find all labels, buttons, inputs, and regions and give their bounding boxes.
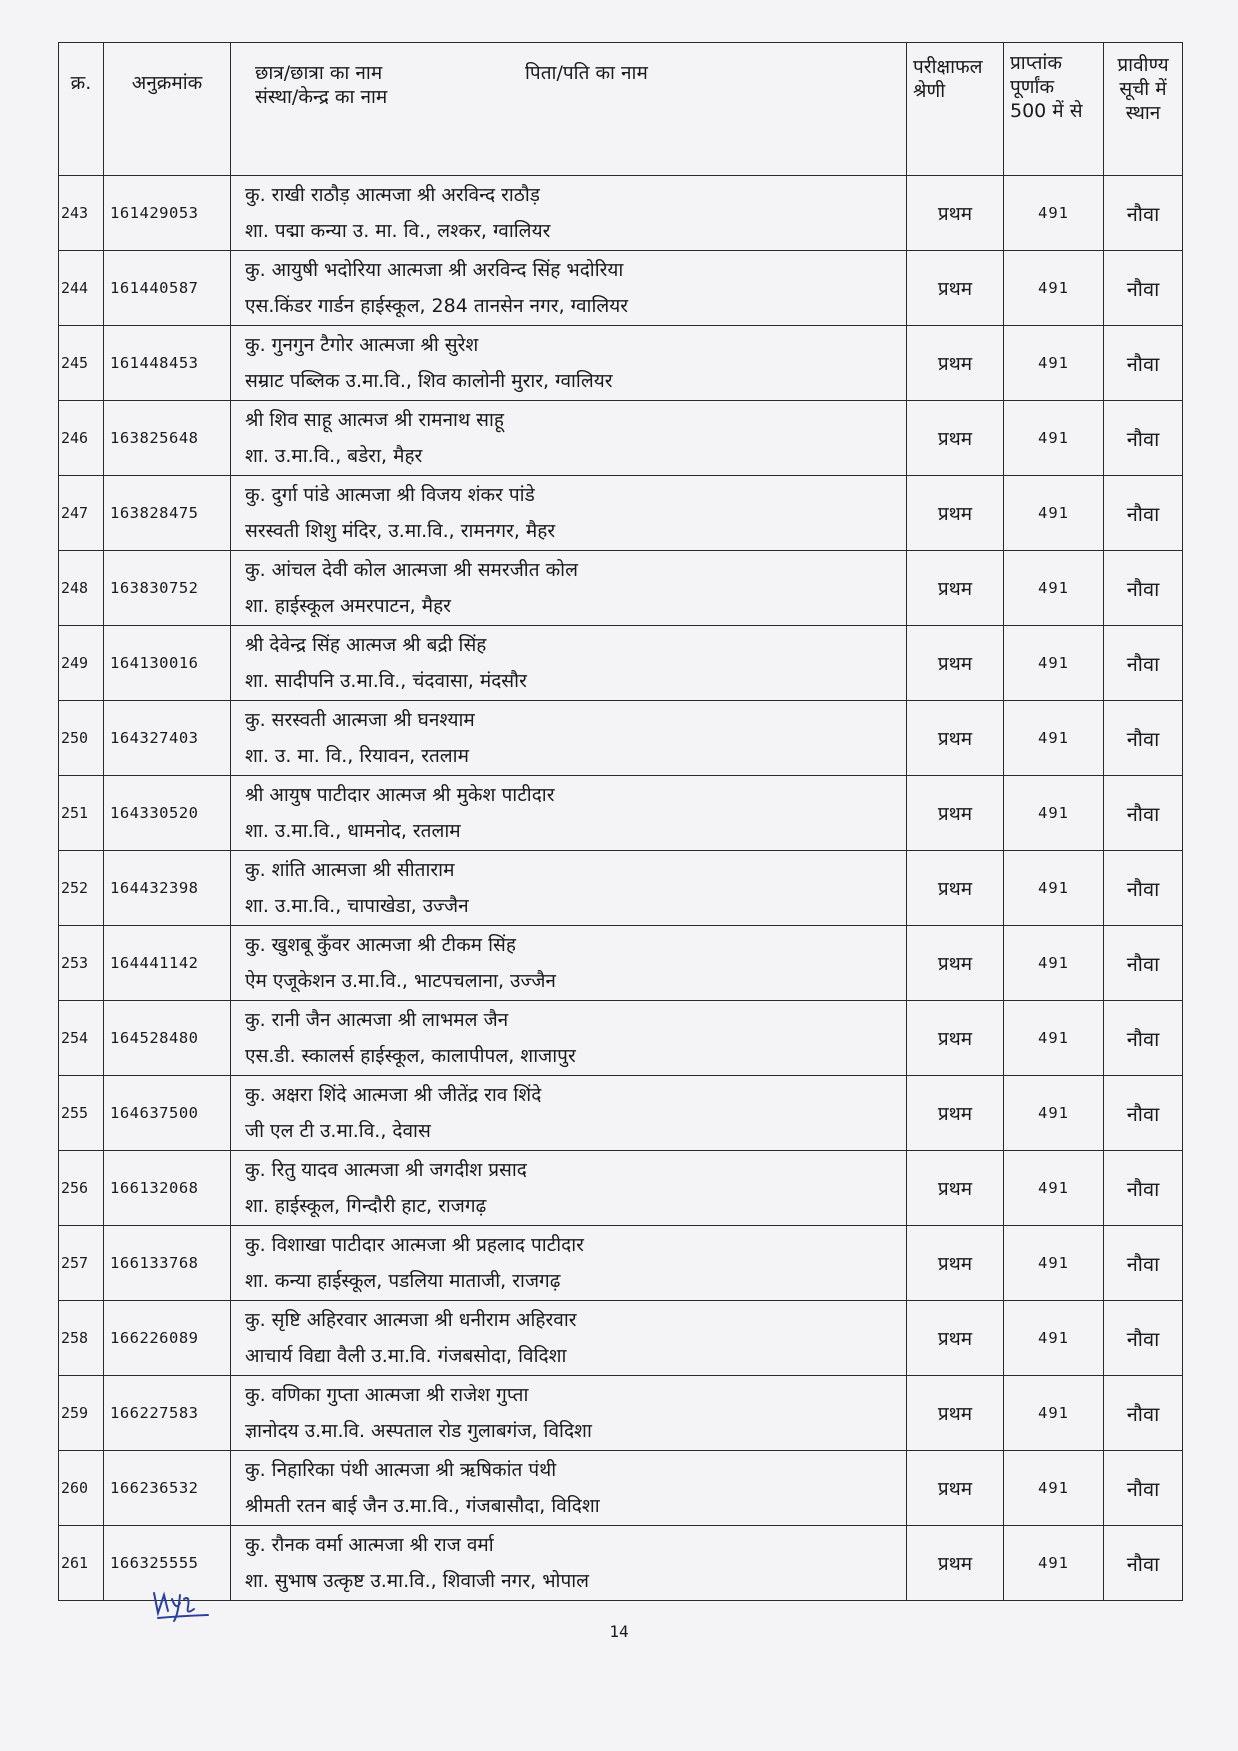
roll-number: 164637500 (104, 1076, 231, 1151)
table-row (59, 1376, 1183, 1451)
serial-number: 244 (59, 251, 104, 326)
marks: 491 (1004, 1301, 1104, 1376)
marks: 491 (1004, 1526, 1104, 1601)
student-details (231, 626, 907, 701)
student-name: कु. विशाखा पाटीदार आत्मजा श्री प्रहलाद पाटीदार (245, 1234, 584, 1256)
merit-rank: नौवा (1104, 401, 1183, 476)
merit-rank: नौवा (1104, 251, 1183, 326)
student-details (231, 1076, 907, 1151)
student-name: कु. रानी जैन आत्मजा श्री लाभमल जैन (245, 1009, 509, 1031)
division: प्रथम (907, 1001, 1004, 1076)
roll-number: 164528480 (104, 1001, 231, 1076)
school-name: सम्राट पब्लिक उ.मा.वि., शिव कालोनी मुरार, ग्वालियर (245, 370, 613, 392)
table-row (59, 851, 1183, 926)
header-father-name: पिता/पति का नाम (525, 62, 648, 84)
student-name: कु. गुनगुन टैगोर आत्मजा श्री सुरेश (245, 334, 479, 356)
marks: 491 (1004, 626, 1104, 701)
merit-list-table (58, 42, 1183, 1601)
serial-number: 256 (59, 1151, 104, 1226)
header-name (231, 43, 907, 176)
roll-number: 166132068 (104, 1151, 231, 1226)
student-details (231, 1301, 907, 1376)
merit-rank: नौवा (1104, 926, 1183, 1001)
roll-number: 166226089 (104, 1301, 231, 1376)
school-name: शा. हाईस्कूल, गिन्दौरी हाट, राजगढ़ (245, 1195, 487, 1217)
division: प्रथम (907, 176, 1004, 251)
table-row (59, 1451, 1183, 1526)
student-name: कु. खुशबू कुँवर आत्मजा श्री टीकम सिंह (245, 934, 516, 956)
student-name: कु. दुर्गा पांडे आत्मजा श्री विजय शंकर पांडे (245, 484, 535, 506)
serial-number: 259 (59, 1376, 104, 1451)
school-name: सरस्वती शिशु मंदिर, उ.मा.वि., रामनगर, मैहर (245, 520, 556, 542)
roll-number: 164327403 (104, 701, 231, 776)
marks: 491 (1004, 551, 1104, 626)
roll-number: 161440587 (104, 251, 231, 326)
merit-rank: नौवा (1104, 1376, 1183, 1451)
student-details (231, 476, 907, 551)
page-number: 14 (609, 1622, 629, 1641)
school-name: ऐम एजूकेशन उ.मा.वि., भाटपचलाना, उज्जैन (245, 970, 556, 992)
marks: 491 (1004, 926, 1104, 1001)
division: प्रथम (907, 1526, 1004, 1601)
roll-number: 163828475 (104, 476, 231, 551)
table-row (59, 1151, 1183, 1226)
serial-number: 254 (59, 1001, 104, 1076)
division: प्रथम (907, 551, 1004, 626)
merit-rank: नौवा (1104, 476, 1183, 551)
student-details (231, 851, 907, 926)
student-details (231, 551, 907, 626)
roll-number: 166325555 (104, 1526, 231, 1601)
student-name: श्री देवेन्द्र सिंह आत्मज श्री बद्री सिंह (245, 634, 487, 656)
header-rank: प्रावीण्य सूची में स्थान (1104, 43, 1183, 176)
table-row (59, 551, 1183, 626)
student-details (231, 1376, 907, 1451)
roll-number: 163830752 (104, 551, 231, 626)
table-row (59, 1226, 1183, 1301)
school-name: एस.किंडर गार्डन हाईस्कूल, 284 तानसेन नगर, ग्वालियर (245, 295, 629, 317)
division: प्रथम (907, 701, 1004, 776)
header-roll-number: अनुक्रमांक (104, 43, 231, 176)
marks: 491 (1004, 851, 1104, 926)
serial-number: 253 (59, 926, 104, 1001)
student-details (231, 1526, 907, 1601)
student-name: श्री शिव साहू आत्मज श्री रामनाथ साहू (245, 409, 504, 431)
table-row (59, 1001, 1183, 1076)
serial-number: 252 (59, 851, 104, 926)
student-name: कु. अक्षरा शिंदे आत्मजा श्री जीतेंद्र राव शिंदे (245, 1084, 542, 1106)
roll-number: 164441142 (104, 926, 231, 1001)
serial-number: 249 (59, 626, 104, 701)
school-name: शा. उ.मा.वि., बडेरा, मैहर (245, 445, 423, 467)
merit-rank: नौवा (1104, 1526, 1183, 1601)
merit-rank: नौवा (1104, 626, 1183, 701)
merit-list-sheet (58, 42, 1182, 1601)
student-name: कु. सृष्टि अहिरवार आत्मजा श्री धनीराम अहिरवार (245, 1309, 577, 1331)
school-name: शा. कन्या हाईस्कूल, पडलिया माताजी, राजगढ़ (245, 1270, 561, 1292)
student-name: कु. रौनक वर्मा आत्मजा श्री राज वर्मा (245, 1534, 494, 1556)
student-details (231, 1451, 907, 1526)
table-header (59, 43, 1183, 176)
division: प्रथम (907, 1451, 1004, 1526)
merit-rank: नौवा (1104, 176, 1183, 251)
roll-number: 166133768 (104, 1226, 231, 1301)
division: प्रथम (907, 926, 1004, 1001)
header-institution: संस्था/केन्द्र का नाम (255, 86, 388, 108)
marks: 491 (1004, 251, 1104, 326)
school-name: शा. पद्मा कन्या उ. मा. वि., लश्कर, ग्वालियर (245, 220, 551, 242)
serial-number: 245 (59, 326, 104, 401)
marks: 491 (1004, 1376, 1104, 1451)
school-name: ज्ञानोदय उ.मा.वि. अस्पताल रोड गुलाबगंज, विदिशा (245, 1420, 592, 1442)
division: प्रथम (907, 1226, 1004, 1301)
student-name: कु. आंचल देवी कोल आत्मजा श्री समरजीत कोल (245, 559, 578, 581)
student-name: कु. आयुषी भदोरिया आत्मजा श्री अरविन्द सिंह भदोरिया (245, 259, 624, 281)
division: प्रथम (907, 1376, 1004, 1451)
marks: 491 (1004, 176, 1104, 251)
merit-rank: नौवा (1104, 851, 1183, 926)
school-name: शा. उ.मा.वि., चापाखेडा, उज्जैन (245, 895, 469, 917)
serial-number: 260 (59, 1451, 104, 1526)
school-name: एस.डी. स्कालर्स हाईस्कूल, कालापीपल, शाजापुर (245, 1045, 576, 1067)
roll-number: 166227583 (104, 1376, 231, 1451)
student-details (231, 176, 907, 251)
table-row (59, 251, 1183, 326)
serial-number: 247 (59, 476, 104, 551)
roll-number: 161429053 (104, 176, 231, 251)
merit-rank: नौवा (1104, 776, 1183, 851)
serial-number: 250 (59, 701, 104, 776)
student-details (231, 401, 907, 476)
serial-number: 255 (59, 1076, 104, 1151)
division: प्रथम (907, 251, 1004, 326)
student-details (231, 701, 907, 776)
marks: 491 (1004, 701, 1104, 776)
marks: 491 (1004, 776, 1104, 851)
handwritten-initials (150, 1585, 230, 1625)
student-details (231, 251, 907, 326)
school-name: श्रीमती रतन बाई जैन उ.मा.वि., गंजबासौदा, विदिशा (245, 1495, 600, 1517)
table-row (59, 626, 1183, 701)
header-marks: प्राप्तांक पूर्णांक 500 में से (1004, 43, 1104, 176)
merit-rank: नौवा (1104, 1451, 1183, 1526)
division: प्रथम (907, 1151, 1004, 1226)
merit-rank: नौवा (1104, 701, 1183, 776)
merit-rank: नौवा (1104, 1301, 1183, 1376)
school-name: जी एल टी उ.मा.वि., देवास (245, 1120, 431, 1142)
serial-number: 257 (59, 1226, 104, 1301)
division: प्रथम (907, 1301, 1004, 1376)
marks: 491 (1004, 1076, 1104, 1151)
student-name: कु. सरस्वती आत्मजा श्री घनश्याम (245, 709, 475, 731)
student-name: कु. निहारिका पंथी आत्मजा श्री ऋषिकांत पंथी (245, 1459, 557, 1481)
roll-number: 161448453 (104, 326, 231, 401)
school-name: आचार्य विद्या वैली उ.मा.वि. गंजबसोदा, विदिशा (245, 1345, 567, 1367)
student-name: श्री आयुष पाटीदार आत्मज श्री मुकेश पाटीदार (245, 784, 555, 806)
division: प्रथम (907, 401, 1004, 476)
merit-rank: नौवा (1104, 1151, 1183, 1226)
school-name: शा. हाईस्कूल अमरपाटन, मैहर (245, 595, 451, 617)
header-division: परीक्षाफल श्रेणी (907, 43, 1004, 176)
school-name: शा. उ.मा.वि., धामनोद, रतलाम (245, 820, 461, 842)
marks: 491 (1004, 326, 1104, 401)
student-name: कु. शांति आत्मजा श्री सीताराम (245, 859, 455, 881)
serial-number: 258 (59, 1301, 104, 1376)
merit-rank: नौवा (1104, 1226, 1183, 1301)
serial-number: 251 (59, 776, 104, 851)
division: प्रथम (907, 476, 1004, 551)
school-name: शा. सादीपनि उ.मा.वि., चंदवासा, मंदसौर (245, 670, 527, 692)
division: प्रथम (907, 776, 1004, 851)
roll-number: 166236532 (104, 1451, 231, 1526)
student-name: कु. राखी राठौड़ आत्मजा श्री अरविन्द राठौड़ (245, 184, 540, 206)
division: प्रथम (907, 851, 1004, 926)
division: प्रथम (907, 326, 1004, 401)
serial-number: 261 (59, 1526, 104, 1601)
table-row (59, 476, 1183, 551)
merit-rank: नौवा (1104, 326, 1183, 401)
table-row (59, 1301, 1183, 1376)
student-details (231, 326, 907, 401)
roll-number: 164432398 (104, 851, 231, 926)
marks: 491 (1004, 476, 1104, 551)
student-details (231, 1151, 907, 1226)
merit-rank: नौवा (1104, 1076, 1183, 1151)
merit-rank: नौवा (1104, 1001, 1183, 1076)
marks: 491 (1004, 1226, 1104, 1301)
serial-number: 246 (59, 401, 104, 476)
marks: 491 (1004, 1451, 1104, 1526)
school-name: शा. उ. मा. वि., रियावन, रतलाम (245, 745, 469, 767)
table-row (59, 176, 1183, 251)
serial-number: 243 (59, 176, 104, 251)
serial-number: 248 (59, 551, 104, 626)
student-details (231, 926, 907, 1001)
student-name: कु. वणिका गुप्ता आत्मजा श्री राजेश गुप्ता (245, 1384, 529, 1406)
table-row (59, 401, 1183, 476)
table-row (59, 326, 1183, 401)
division: प्रथम (907, 1076, 1004, 1151)
student-name: कु. रितु यादव आत्मजा श्री जगदीश प्रसाद (245, 1159, 527, 1181)
table-body (59, 176, 1183, 1601)
table-row (59, 776, 1183, 851)
marks: 491 (1004, 1151, 1104, 1226)
student-details (231, 1226, 907, 1301)
roll-number: 164330520 (104, 776, 231, 851)
table-row (59, 701, 1183, 776)
table-row (59, 1076, 1183, 1151)
header-serial: क्र. (59, 43, 104, 176)
marks: 491 (1004, 1001, 1104, 1076)
student-details (231, 776, 907, 851)
roll-number: 163825648 (104, 401, 231, 476)
roll-number: 164130016 (104, 626, 231, 701)
merit-rank: नौवा (1104, 551, 1183, 626)
header-student-name: छात्र/छात्रा का नाम (255, 62, 383, 84)
school-name: शा. सुभाष उत्कृष्ट उ.मा.वि., शिवाजी नगर, भोपाल (245, 1570, 590, 1592)
division: प्रथम (907, 626, 1004, 701)
table-row (59, 926, 1183, 1001)
marks: 491 (1004, 401, 1104, 476)
student-details (231, 1001, 907, 1076)
